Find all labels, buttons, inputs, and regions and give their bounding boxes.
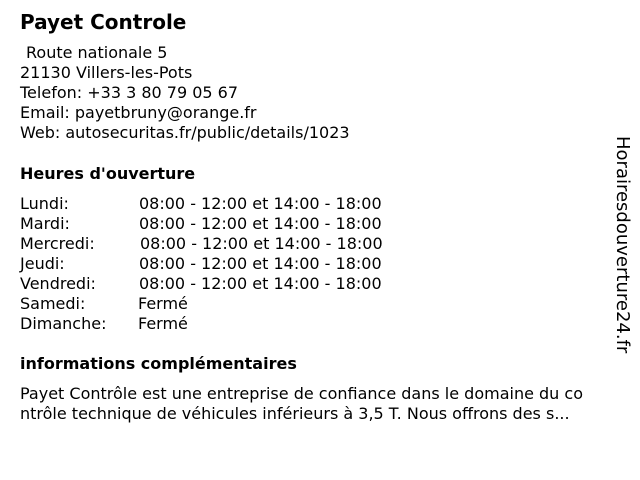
street-address: Route nationale 5 <box>26 43 168 62</box>
time-range: 08:00 - 12:00 et 14:00 - 18:00 <box>139 274 382 293</box>
website-url: Web: autosecuritas.fr/public/details/1023 <box>20 123 350 142</box>
additional-info-heading: informations complémentaires <box>20 354 297 373</box>
time-range: 08:00 - 12:00 et 14:00 - 18:00 <box>139 194 382 213</box>
business-title: Payet Controle <box>20 10 187 34</box>
day-label: Vendredi: <box>20 274 96 293</box>
info-line: Payet Contrôle est une entreprise de confiance dans le domaine du co <box>20 384 583 403</box>
address-block <box>20 43 350 143</box>
opening-hours-heading: Heures d'ouverture <box>20 164 196 183</box>
time-range: 08:00 - 12:00 et 14:00 - 18:00 <box>139 214 382 233</box>
day-label: Mardi: <box>20 214 70 233</box>
closed-label: Fermé <box>138 314 188 333</box>
closed-label: Fermé <box>138 294 188 313</box>
day-label: Jeudi: <box>20 254 65 273</box>
info-line: ntrôle technique de véhicules inférieurs à 3,5 T. Nous offrons des s... <box>20 404 570 423</box>
day-label: Samedi: <box>20 294 86 313</box>
day-label: Dimanche: <box>20 314 107 333</box>
phone-number: Telefon: +33 3 80 79 05 67 <box>20 83 239 102</box>
additional-info-text <box>20 384 583 424</box>
city-postcode: 21130 Villers-les-Pots <box>20 63 193 82</box>
day-label: Lundi: <box>20 194 69 213</box>
day-label: Mercredi: <box>20 234 95 253</box>
time-range: 08:00 - 12:00 et 14:00 - 18:00 <box>139 254 382 273</box>
site-watermark: Horairesdouverture24.fr <box>612 136 633 354</box>
time-range: 08:00 - 12:00 et 14:00 - 18:00 <box>140 234 383 253</box>
email-address: Email: payetbruny@orange.fr <box>20 103 257 122</box>
